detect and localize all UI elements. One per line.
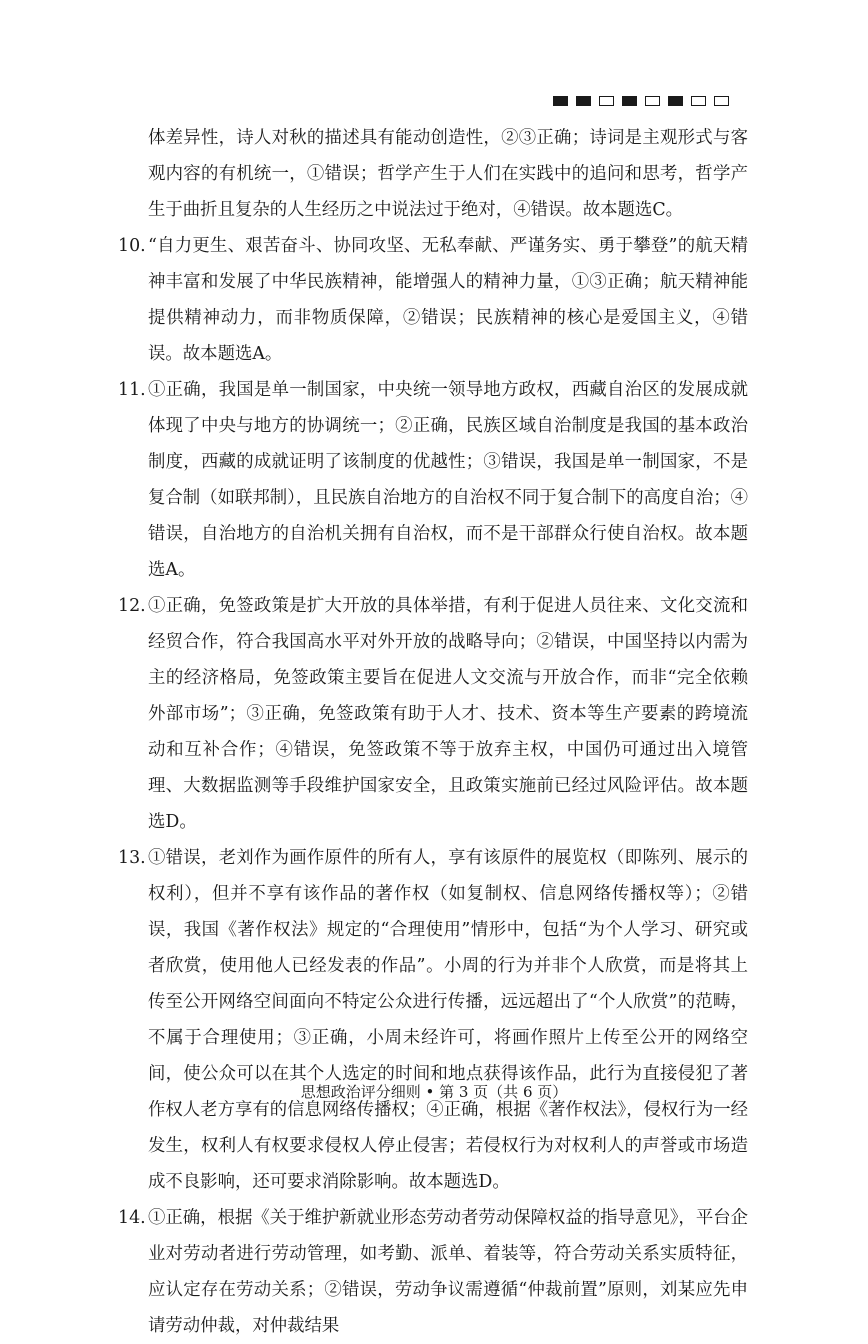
answer-item-12: [118, 588, 748, 840]
answer-item-10: [118, 228, 748, 372]
page-footer: 思想政治评分细则 • 第 3 页（共 6 页）: [300, 1083, 568, 1101]
filled-square-icon: [622, 96, 637, 106]
item-text: “自力更生、艰苦奋斗、协同攻坚、无私奉献、严谨务实、勇于攀登”的航天精神丰富和发展了中华民族精神，能增强人的精神力量，①③正确；航天精神能提供精神动力，而非物质保障，②错误；民族精神的核心是爱国主义，④错误。故本题选A。: [148, 236, 748, 364]
item-number: 12.: [118, 596, 146, 616]
filled-square-icon: [668, 96, 683, 106]
answer-item-11: [118, 372, 748, 588]
filled-square-icon: [576, 96, 591, 106]
item-text: ①正确，我国是单一制国家，中央统一领导地方政权，西藏自治区的发展成就体现了中央与地方的协调统一；②正确，民族区域自治制度是我国的基本政治制度，西藏的成就证明了该制度的优越性；③错误，我国是单一制国家，不是复合制（如联邦制），且民族自治地方的自治权不同于复合制下的高度自治；④错误，自治地方的自治机关拥有自治权，而不是干部群众行使自治权。故本题选A。: [148, 380, 748, 580]
outline-square-icon: [714, 96, 729, 106]
item-number: 10.: [118, 236, 146, 256]
answer-item-14: [118, 1200, 748, 1344]
outline-square-icon: [645, 96, 660, 106]
item-text: ①正确，免签政策是扩大开放的具体举措，有利于促进人员往来、文化交流和经贸合作，符合我国高水平对外开放的战略导向；②错误，中国坚持以内需为主的经济格局，免签政策主要旨在促进人文交流与开放合作，而非“完全依赖外部市场”；③正确，免签政策有助于人才、技术、资本等生产要素的跨境流动和互补合作；④错误，免签政策不等于放弃主权，中国仍可通过出入境管理、大数据监测等手段维护国家安全，且政策实施前已经过风险评估。故本题选D。: [148, 596, 748, 832]
outline-square-icon: [599, 96, 614, 106]
header-marks: [553, 96, 729, 106]
outline-square-icon: [691, 96, 706, 106]
answer-item-13: [118, 840, 748, 1200]
item-number: 14.: [118, 1208, 146, 1228]
item-text: ①正确，根据《关于维护新就业形态劳动者劳动保障权益的指导意见》，平台企业对劳动者进行劳动管理，如考勤、派单、着装等，符合劳动关系实质特征，应认定存在劳动关系；②错误，劳动争议需遵循“仲裁前置”原则，刘某应先申请劳动仲裁，对仲裁结果: [148, 1208, 748, 1336]
item-number: 13.: [118, 848, 146, 868]
continuation-paragraph: 体差异性，诗人对秋的描述具有能动创造性，②③正确；诗词是主观形式与客观内容的有机统一，①错误；哲学产生于人们在实践中的追问和思考，哲学产生于曲折且复杂的人生经历之中说法过于绝对，④错误。故本题选C。: [148, 128, 748, 220]
item-text: ①错误，老刘作为画作原件的所有人，享有该原件的展览权（即陈列、展示的权利），但并不享有该作品的著作权（如复制权、信息网络传播权等）；②错误，我国《著作权法》规定的“合理使用”情形中，包括“为个人学习、研究或者欣赏，使用他人已经发表的作品”。小周的行为并非个人欣赏，而是将其上传至公开网络空间面向不特定公众进行传播，远远超出了“个人欣赏”的范畴，不属于合理使用；③正确，小周未经许可，将画作照片上传至公开的网络空间，使公众可以在其个人选定的时间和地点获得该作品，此行为直接侵犯了著作权人老方享有的信息网络传播权；④正确，根据《著作权法》，侵权行为一经发生，权利人有权要求侵权人停止侵害；若侵权行为对权利人的声誉或市场造成不良影响，还可要求消除影响。故本题选D。: [148, 848, 748, 1192]
filled-square-icon: [553, 96, 568, 106]
item-number: 11.: [118, 380, 146, 400]
answer-explanations: [118, 120, 748, 1344]
